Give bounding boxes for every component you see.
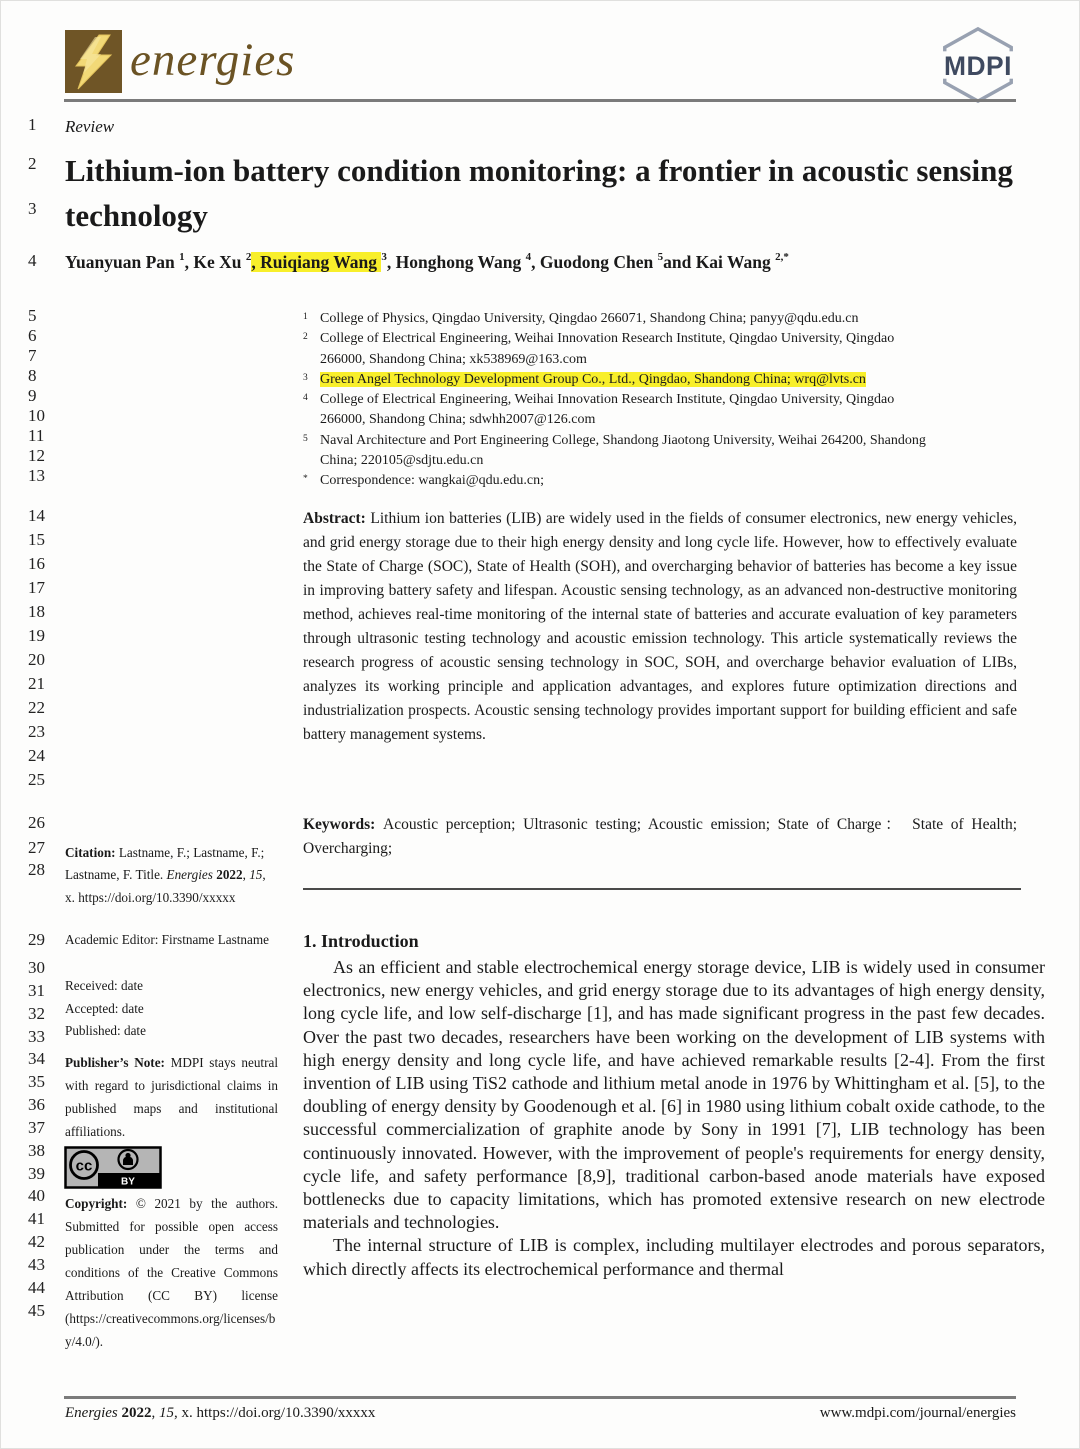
date-line: Published: date xyxy=(65,1023,146,1038)
author-affiliation-ref: 3 xyxy=(381,251,387,264)
text-part: , xyxy=(151,1405,160,1421)
abstract-label: Abstract: xyxy=(303,510,371,527)
line-number: 27 xyxy=(28,838,45,857)
author-name: , Guodong Chen xyxy=(531,252,658,272)
affiliation-marker: 3 xyxy=(303,372,308,383)
author-affiliation-ref: 2 xyxy=(245,251,252,264)
publisher-note xyxy=(65,1051,278,1143)
line-number: 25 xyxy=(28,770,45,789)
affiliation-text: College of Electrical Engineering, Weihai Innovation Research Institute, Qingdao University, Qingdao xyxy=(320,331,895,347)
line-number: 24 xyxy=(28,746,45,765)
author-name: and Kai Wang xyxy=(663,252,776,272)
line-number: 12 xyxy=(28,446,45,465)
line-number: 28 xyxy=(28,860,45,879)
affiliation-marker: 2 xyxy=(303,332,308,343)
affiliation xyxy=(303,309,1019,329)
line-number: 15 xyxy=(28,530,45,549)
affiliation-text: China; 220105@sdjtu.edu.cn xyxy=(320,453,484,469)
mdpi-label: MDPI xyxy=(944,50,1012,81)
date-line: Received: date xyxy=(65,978,143,993)
line-number: 35 xyxy=(28,1072,45,1091)
line-number: 11 xyxy=(28,426,45,445)
cc-by-license-badge[interactable] xyxy=(64,1146,162,1189)
author-name: , Honghong Wang xyxy=(386,252,526,272)
line-number: 8 xyxy=(28,366,37,385)
affiliation-text: Naval Architecture and Port Engineering College, Shandong Jiaotong University, Weihai 264200, Shandong xyxy=(320,432,926,448)
paragraph: The internal structure of LIB is complex, including multilayer electrodes and porous separators, which directly affects its electrochemical performance and thermal xyxy=(303,1235,1045,1279)
line-number: 44 xyxy=(28,1278,45,1297)
keywords xyxy=(303,813,1017,861)
line-number: 33 xyxy=(28,1027,45,1046)
line-number: 37 xyxy=(28,1118,45,1137)
affiliation-text: 266000, Shandong China; sdwhh2007@126.com xyxy=(320,412,596,428)
intro-heading: 1. Introduction xyxy=(303,931,419,951)
lightning-bolt-icon xyxy=(65,30,122,93)
text-part: , x. https://doi.org/10.3390/xxxxx xyxy=(65,867,266,905)
line-number: 1 xyxy=(28,115,37,134)
text-part: 15 xyxy=(159,1405,175,1421)
affiliation-text: College of Electrical Engineering, Weihai Innovation Research Institute, Qingdao University, Qingdao xyxy=(320,392,895,408)
text-part: Energies xyxy=(65,1405,118,1421)
affiliation-text: College of Physics, Qingdao University, Qingdao 266071, Shandong China; panyy@qdu.edu.cn xyxy=(320,311,859,326)
line-number: 22 xyxy=(28,698,45,717)
line-number: 29 xyxy=(28,930,45,949)
author-name: Yuanyuan Pan xyxy=(65,252,180,272)
energies-logo xyxy=(65,30,122,93)
affiliation-text: 266000, Shandong China; xk538969@163.com xyxy=(320,351,587,367)
line-number: 7 xyxy=(28,346,37,365)
affiliation-marker: * xyxy=(303,474,308,485)
highlighted-author-name: , Ruiqiang Wang xyxy=(251,252,382,272)
line-number: 30 xyxy=(28,958,45,977)
footer-journal-url[interactable]: www.mdpi.com/journal/energies xyxy=(819,1405,1016,1421)
text-part: Energies xyxy=(166,867,213,883)
keywords-label: Keywords: xyxy=(303,816,383,833)
academic-editor-value: Firstname Lastname xyxy=(161,932,269,947)
journal-wordmark: energies xyxy=(130,34,296,86)
line-number: 6 xyxy=(28,326,37,345)
line-number: 45 xyxy=(28,1301,45,1320)
line-number: 9 xyxy=(28,386,37,405)
line-number: 4 xyxy=(28,251,37,270)
copyright-block xyxy=(65,1192,278,1353)
publisher-note-text: MDPI stays neutral with regard to jurisdictional claims in published maps and institutional affiliations. xyxy=(65,1055,278,1139)
text-part: 2022 xyxy=(216,867,243,883)
line-number: 43 xyxy=(28,1255,45,1274)
affiliation-highlighted xyxy=(303,370,1019,390)
copyright-label: Copyright: xyxy=(65,1196,136,1211)
line-number: 2 xyxy=(28,154,37,173)
line-number: 40 xyxy=(28,1186,45,1205)
line-number: 18 xyxy=(28,602,45,621)
text-part: 2022 xyxy=(121,1405,152,1421)
line-number: 39 xyxy=(28,1164,45,1183)
text-part: 15 xyxy=(249,867,263,883)
date-line: Accepted: date xyxy=(65,1000,144,1016)
academic-editor-label: Academic Editor: xyxy=(65,932,162,947)
affiliation-marker: 1 xyxy=(303,312,308,322)
author-affiliation-ref: 4 xyxy=(525,251,532,264)
intro-paragraphs xyxy=(303,956,1045,1281)
paragraph: As an efficient and stable electrochemical energy storage device, LIB is widely used in consumer electronics, new energy vehicles, and grid energy storage due to its advantages of high energy density, long cycle life, and low self-discharge [1], and has made significant progress in the past few decades. Over the past two decades, researchers have been working on the development of LIB systems with high energy density and long cycle life, and have achieved remarkable results [2-4]. From the first invention of LIB using TiS2 cathode and lithium metal anode in 1976 by Whittingham et al. [5], to the doubling of energy density by Goodenough et al. [6] in 1980 using lithium cobalt oxide cathode, to the successful commercialization of graphite anode by Sony in 1991 [7], LIB technology has been continuously innovated. However, with the improvement of people's requirements for energy density, cycle life, and safety performance [8,9], traditional carbon-based anode materials have exposed bottlenecks due to capacity limitations, which has promoted extensive research on new electrode materials and technologies. xyxy=(303,957,1045,1233)
abstract xyxy=(303,507,1017,747)
author-line xyxy=(65,252,1025,273)
affiliation xyxy=(303,471,1019,491)
text-part: Citation: xyxy=(65,845,119,860)
line-number: 32 xyxy=(28,1004,45,1023)
affiliation xyxy=(303,390,1019,431)
line-number: 19 xyxy=(28,626,45,645)
sidebar-dates xyxy=(65,975,278,1043)
affiliation-marker: 4 xyxy=(303,393,308,404)
line-number: 36 xyxy=(28,1095,45,1114)
line-number: 26 xyxy=(28,813,45,832)
footer-citation[interactable] xyxy=(65,1405,375,1422)
line-number: 42 xyxy=(28,1232,45,1251)
mdpi-logo xyxy=(934,24,1022,106)
academic-editor-block xyxy=(65,929,278,951)
line-number: 20 xyxy=(28,650,45,669)
footer-rule xyxy=(64,1396,1016,1399)
keywords-text: Acoustic perception; Ultrasonic testing; Acoustic emission; State of Charge： State of Health; Overcharging; xyxy=(303,816,1018,857)
author-affiliation-ref: 1 xyxy=(179,251,185,264)
author-affiliation-ref: 5 xyxy=(657,251,664,264)
citation-block xyxy=(65,842,278,909)
affiliation xyxy=(303,431,1019,472)
author-affiliation-ref: 2,* xyxy=(775,251,789,264)
page-title: Lithium-ion battery condition monitoring: a frontier in acoustic sensing technology xyxy=(65,153,1013,233)
section-divider xyxy=(303,888,1021,890)
article-type-label: Review xyxy=(65,117,115,136)
copyright-text: © 2021 by the authors. Submitted for possible open access publication under the terms and conditions of the Creative Commons Attribution (CC BY) license (https://creativecommons.org/licenses/by/4.0/). xyxy=(65,1196,278,1349)
by-label: BY xyxy=(121,1176,135,1188)
line-number: 5 xyxy=(28,306,37,325)
line-number: 13 xyxy=(28,466,45,485)
affiliation xyxy=(303,329,1019,370)
publisher-note-label: Publisher’s Note: xyxy=(65,1055,171,1070)
line-number: 21 xyxy=(28,674,45,693)
text-part: , xyxy=(242,867,250,883)
abstract-text: Lithium ion batteries (LIB) are widely used in the fields of consumer electronics, new energy vehicles, and grid energy storage due to their high energy density and long cycle life. However, how to effectively evaluate the State of Charge (SOC), State of Health (SOH), and overcharging behavior of batteries has become a key issue in improving battery safety and lifespan. Acoustic sensing technology, as an advanced non-destructive monitoring method, achieves real-time monitoring of the internal state of batteries and accurate evaluation of key parameters through ultrasonic testing technology and acoustic emission technology. This article systematically reviews the research progress of acoustic sensing technology in SOC, SOH, and overcharge behavior evaluation of LIBs, analyzes its working principle and application advantages, and explores future optimization directions and industrialization prospects. Acoustic sensing technology provides important support for building efficient and safe battery management systems. xyxy=(303,510,1018,743)
text-part: , x. https://doi.org/10.3390/xxxxx xyxy=(174,1405,376,1421)
affiliation-text: Correspondence: wangkai@qdu.edu.cn; xyxy=(320,473,544,489)
affiliation-text: Green Angel Technology Development Group Co., Ltd., Qingdao, Shandong China; wrq@lvts.cn xyxy=(320,371,866,387)
line-number: 17 xyxy=(28,578,45,597)
line-number: 31 xyxy=(28,981,45,1000)
affiliation-marker: 5 xyxy=(303,433,308,444)
affiliations xyxy=(303,309,1019,492)
line-number: 16 xyxy=(28,554,45,573)
line-number: 34 xyxy=(28,1049,45,1068)
line-number: 10 xyxy=(28,406,45,425)
header-rule xyxy=(64,99,1016,102)
line-number: 3 xyxy=(28,199,37,218)
author-name: , Ke Xu xyxy=(184,252,246,272)
line-number: 38 xyxy=(28,1141,45,1160)
line-number: 41 xyxy=(28,1209,45,1228)
cc-label: cc xyxy=(75,1157,93,1175)
line-number: 23 xyxy=(28,722,45,741)
line-number: 14 xyxy=(28,506,45,525)
text-part: Lastname, F.; Lastname, F.; Lastname, F. Title. xyxy=(65,845,265,883)
